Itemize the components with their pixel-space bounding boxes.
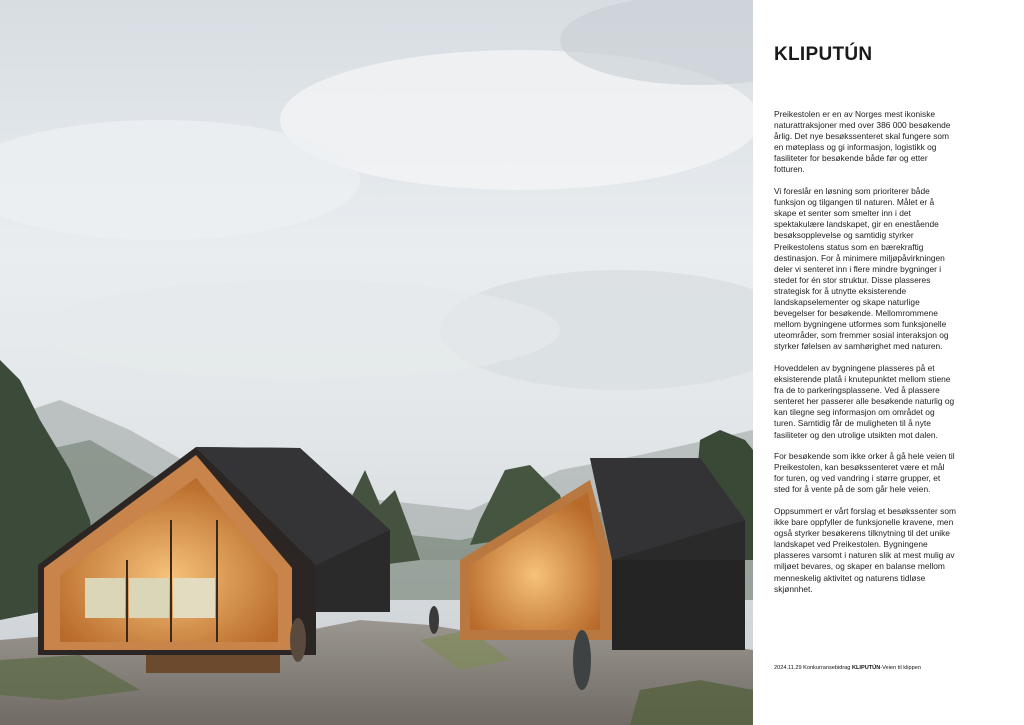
paragraph-5: Oppsummert er vårt forslag et besøkssenter som ikke bare oppfyller de funksjonelle kravene, men også styrker besøkerens tilknytning til det unike landskapet ved Preikestolen. Bygningene plasseres varsomt i naturen slik at mest mulig av miljøet bevares, og skaper en balanse mellom menneskelig aktivitet og naturens tidløse skjønnhet. <box>774 506 956 594</box>
text-column <box>753 0 1024 725</box>
paragraph-3: Hoveddelen av bygningene plasseres på et eksisterende platå i knutepunktet mellom stiene fra de to parkeringsplassene. Ved å plassere senteret her passerer alle besøkende naturlig og kan tilegne seg informasjon om området og turen. Samtidig får de muligheten til å nyte fasiliteter og den utrolige utsikten mot dalen. <box>774 362 955 440</box>
caption-suffix: -Veien til klippen <box>880 665 921 671</box>
body-text <box>774 109 956 605</box>
caption <box>774 665 1014 672</box>
paragraph-1: Preikestolen er en av Norges mest ikoniske naturattraksjoner med over 386 000 besøkende årlig. Det nye besøkssenteret skal fungere som en møteplass og gi informasjon, logistikk og fasiliteter for besøkende både før og etter fotturen. <box>774 109 951 175</box>
page-title: KLIPUTÚN <box>774 44 873 65</box>
paragraph-2: Vi foreslår en løsning som prioriterer både funksjon og tilgangen til naturen. Målet er å skape et senter som smelter inn i det spektakulære landskapet, gir en enestående besøksopplevelse og samtidig styrker Preikestolens status som en bærekraftig destinasjon. For å minimere miljøpåvirkningen deler vi senteret inn i flere mindre bygninger i stedet for én stor struktur. Disse plasseres strategisk for å utnytte eksisterende landskapselementer og skape naturlige bevegelser for besøkende. Mellomrommene mellom bygningene utformes som funksjonelle uteområder, som fremmer sosial interaksjon og styrker følelsen av samhørighet med naturen. <box>774 186 949 352</box>
caption-project-name: KLIPUTÚN <box>851 665 881 671</box>
caption-prefix: 2024.11.29 Konkurransebidrag <box>774 665 851 671</box>
paragraph-4: For besøkende som ikke orker å gå hele veien til Preikestolen, kan besøkssenteret være et mål for turen, og ved vandring i større grupper, et sted for å vente på de som går hele veien. <box>774 451 955 495</box>
